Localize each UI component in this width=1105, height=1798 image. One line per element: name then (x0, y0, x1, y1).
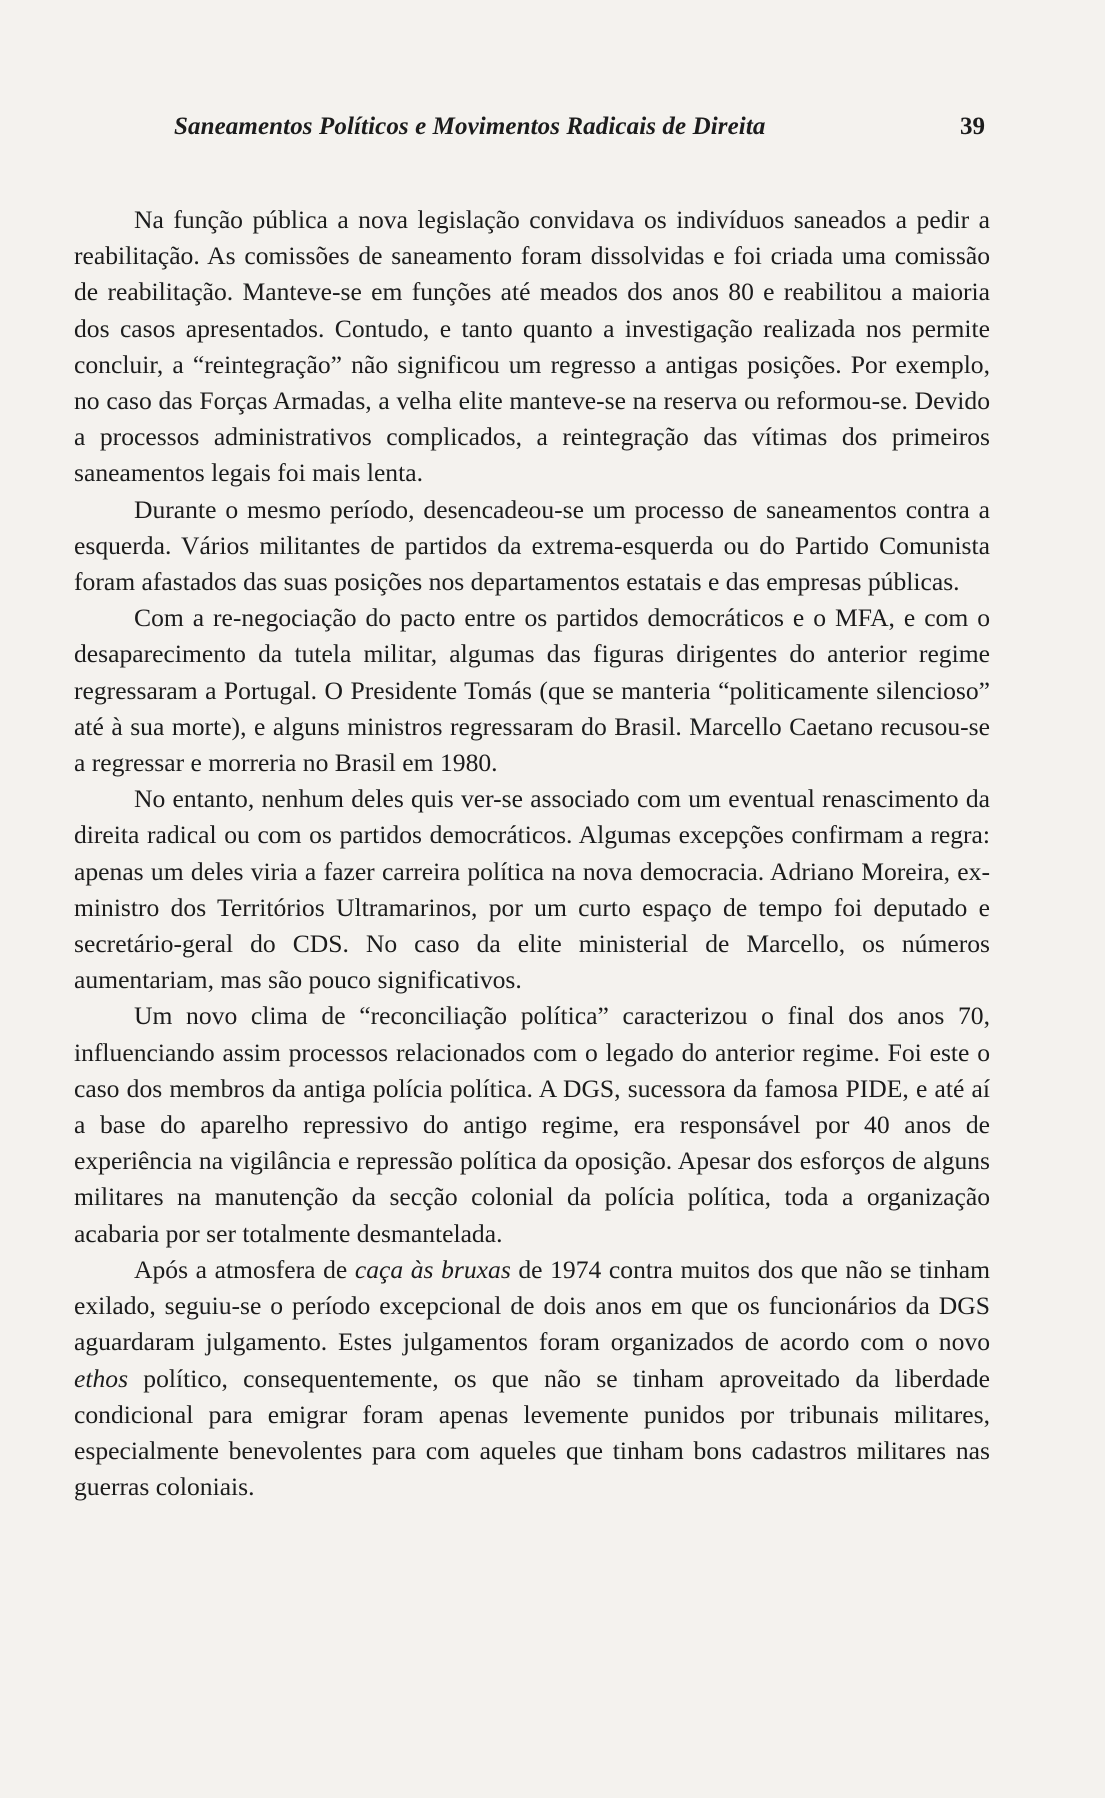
page-number: 39 (960, 113, 985, 140)
running-head-title: Saneamentos Políticos e Movimentos Radicais de Direita (174, 113, 766, 140)
paragraph: Na função pública a nova legislação convidava os indivíduos saneados a pedir a reabilitação. As comissões de saneamento foram dissolvidas e foi criada uma comissão de reabilitação. Manteve-se em funções até meados dos anos 80 e reabilitou a maioria dos casos apresentados. Contudo, e tanto quanto a investigação realizada nos permite concluir, a “reintegração” não significou um regresso a antigas posições. Por exemplo, no caso das Forças Armadas, a velha elite manteve-se na reserva ou reformou-se. Devido a processos administrativos complicados, a reintegração das vítimas dos primeiros saneamentos legais foi mais lenta. (74, 205, 990, 488)
paragraph: Com a re-negociação do pacto entre os partidos democráticos e o MFA, e com o desaparecimento da tutela militar, algumas das figuras dirigentes do anterior regime regressaram a Portugal. O Presidente Tomás (que se manteria “politicamente silencioso” até à sua morte), e alguns ministros regressaram do Brasil. Marcello Caetano recusou-se a regressar e morreria no Brasil em 1980. (74, 603, 990, 778)
paragraph-text: político, consequentemente, os que não se tinham aproveitado da liberdade condicional para emigrar foram apenas levemente punidos por tribunais militares, especialmente benevolentes para com aqueles que tinham bons cadastros militares nas guerras coloniais. (74, 1363, 990, 1502)
paragraph-text: Após a atmosfera de (134, 1254, 355, 1284)
body-text (74, 202, 990, 1505)
paragraph: Um novo clima de “reconciliação política” caracterizou o final dos anos 70, influenciando assim processos relacionados com o legado do anterior regime. Foi este o caso dos membros da antiga polícia política. A DGS, sucessora da famosa PIDE, e até aí a base do aparelho repressivo do antigo regime, era responsável por 40 anos de experiência na vigilância e repressão política da oposição. Apesar dos esforços de alguns militares na manutenção da secção colonial da polícia política, toda a organização acabaria por ser totalmente desmantelada. (74, 1001, 990, 1248)
italic-term: ethos (74, 1363, 129, 1393)
paragraph: Durante o mesmo período, desencadeou-se um processo de saneamentos contra a esquerda. Vários militantes de partidos da extrema-esquerda ou do Partido Comunista foram afastados das suas posições nos departamentos estatais e das empresas públicas. (74, 494, 990, 597)
paragraph (74, 1252, 990, 1505)
paragraph-text: de 1974 contra muitos dos que não se tinham exilado, seguiu-se o período excepcional de dois anos em que os funcionários da DGS aguardaram julgamento. Estes julgamentos foram organizados de acordo com o novo (74, 1254, 990, 1357)
italic-phrase: caça às bruxas (354, 1254, 511, 1284)
paragraph: No entanto, nenhum deles quis ver-se associado com um eventual renascimento da direita radical ou com os partidos democráticos. Algumas excepções confirmam a regra: apenas um deles viria a fazer carreira política na nova democracia. Adriano Moreira, ex-ministro dos Territórios Ultramarinos, por um curto espaço de tempo foi deputado e secretário-geral do CDS. No caso da elite ministerial de Marcello, os números aumentariam, mas são pouco significativos. (74, 784, 990, 995)
